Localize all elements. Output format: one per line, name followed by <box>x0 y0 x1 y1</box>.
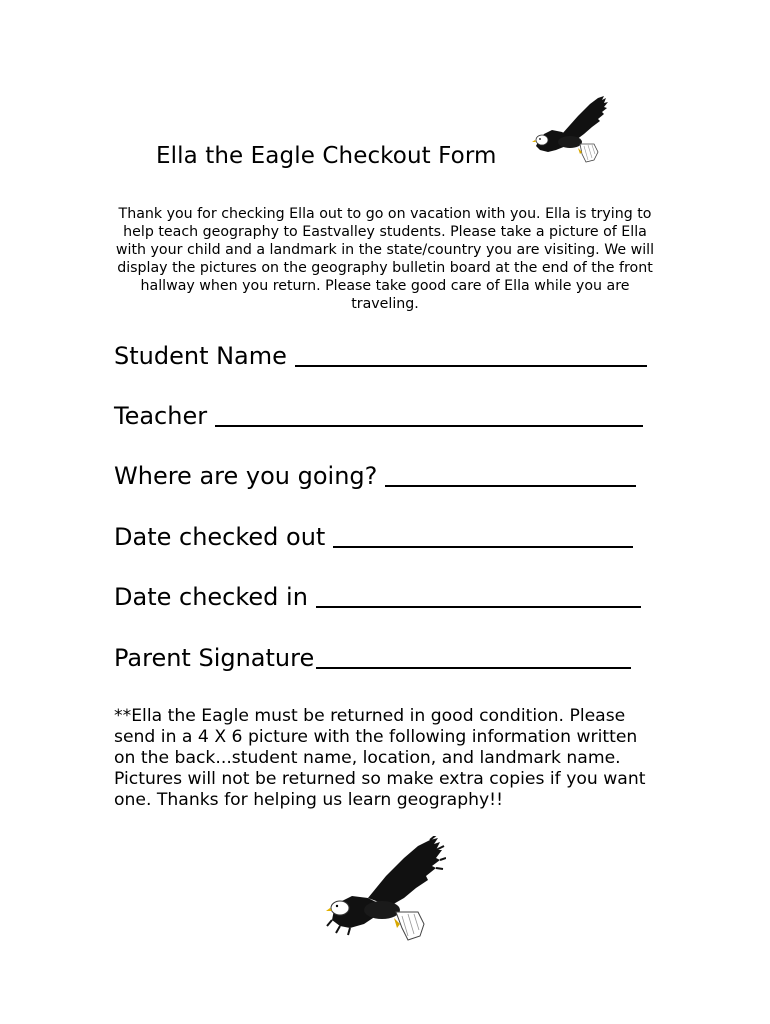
return-note: **Ella the Eagle must be returned in good condition. Please send in a 4 X 6 picture with the following information written on the back...student name, location, and landmark name. Pictures will not be returned so make extra copies if you want one. Thanks for helping us learn geography!! <box>114 706 646 810</box>
teacher-field[interactable] <box>114 402 643 430</box>
date-out-field[interactable] <box>114 523 633 551</box>
parent-signature-label: Parent Signature <box>114 644 315 672</box>
parent-signature-line[interactable] <box>316 666 631 669</box>
eagle-icon <box>326 836 446 944</box>
where-going-label: Where are you going? <box>114 462 378 490</box>
teacher-line[interactable] <box>215 424 643 427</box>
student-name-line[interactable] <box>295 364 647 367</box>
intro-paragraph: Thank you for checking Ella out to go on vacation with you. Ella is trying to help teach geography to Eastvalley students. Please take a picture of Ella with your child and a landmark in the state/country you are visiting. We will display the pictures on the geography bulletin board at the end of the front hallway when you return. Please take good care of Ella while you are traveling. <box>115 206 655 312</box>
date-out-label: Date checked out <box>114 523 326 551</box>
date-in-line[interactable] <box>316 605 641 608</box>
where-going-field[interactable] <box>114 462 636 490</box>
date-out-line[interactable] <box>333 545 633 548</box>
parent-signature-field[interactable] <box>114 644 631 672</box>
form-title: Ella the Eagle Checkout Form <box>156 143 497 169</box>
eagle-icon <box>532 94 612 166</box>
student-name-field[interactable] <box>114 342 647 370</box>
date-in-field[interactable] <box>114 583 641 611</box>
date-in-label: Date checked in <box>114 583 308 611</box>
where-going-line[interactable] <box>385 484 636 487</box>
teacher-label: Teacher <box>114 402 208 430</box>
student-name-label: Student Name <box>114 342 287 370</box>
